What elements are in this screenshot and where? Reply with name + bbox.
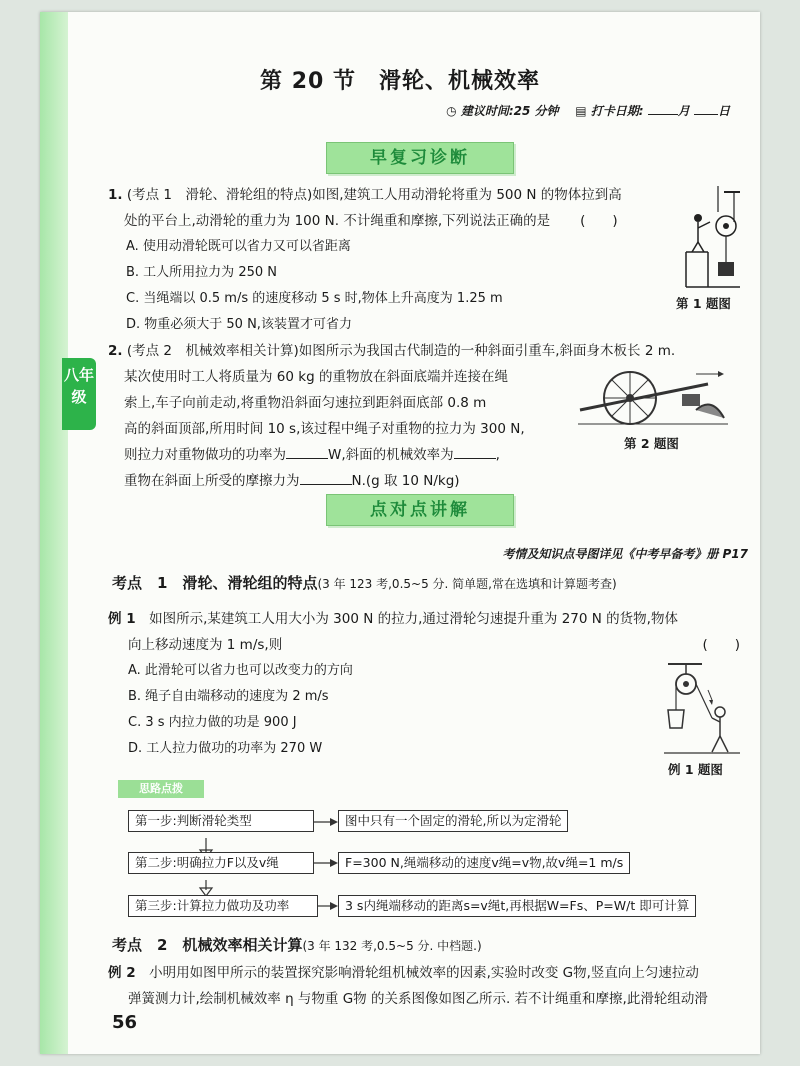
q2-stem-5b: W,斜面的机械效率为	[328, 447, 454, 463]
reference-note: 考情及知识点导图详见《中考早备考》册 P17	[502, 547, 748, 561]
q2-line1	[108, 338, 768, 364]
keypoint-2	[112, 934, 482, 955]
grade-side-tab	[62, 358, 96, 430]
ex1-stem-2: 向上移动速度为 1 m/s,则	[128, 637, 283, 653]
kp2-note: (3 年 132 考,0.5~5 分. 中档题.)	[302, 939, 482, 953]
flow-step3-right: 3 s内绳端移动的距离s=v绳t,再根据W=Fs、P=W/t 即可计算	[338, 895, 696, 917]
q1-answer-paren[interactable]: ( )	[580, 213, 618, 229]
day-blank[interactable]	[694, 114, 718, 115]
q2-stem-1: (考点 2 机械效率相关计算)如图所示为我国古代制造的一种斜面引重车,斜面身木板长 2 m.	[126, 343, 676, 359]
q2-stem-6b: N.(g 取 10 N/kg)	[351, 473, 460, 489]
ex1-figure-fixed-pulley	[662, 660, 742, 756]
ex1-label: 例 1	[108, 611, 136, 627]
calendar-icon: ▤	[575, 104, 587, 118]
ex1-option-c[interactable]: C. 3 s 内拉力做的功是 900 J	[128, 715, 297, 730]
header-meta	[446, 102, 730, 119]
q2-stem-5a: 则拉力对重物做功的功率为	[124, 447, 286, 463]
q2-blank-friction[interactable]	[300, 484, 352, 485]
ex2-stem-1: 小明用如图甲所示的装置探究影响滑轮组机械效率的因素,实验时改变 G物,竖直向上匀速拉动	[149, 965, 699, 981]
q1-figure-caption: 第 1 题图	[676, 296, 731, 311]
kp1-label: 考点 1 滑轮、滑轮组的特点	[112, 574, 318, 592]
time-label: 建议时间:25 分钟	[460, 104, 559, 118]
page-title: 第 20 节 滑轮、机械效率	[260, 69, 540, 94]
ex2-line1	[108, 960, 758, 986]
kp1-note: (3 年 123 考,0.5~5 分. 简单题,常在选填和计算题考查)	[317, 577, 617, 591]
flow-step2-left: 第二步:明确拉力F以及v绳	[128, 852, 314, 874]
checkin-label: 打卡日期:	[590, 104, 644, 118]
question-1	[108, 182, 668, 338]
kp2-label: 考点 2 机械效率相关计算	[112, 936, 303, 954]
q2-figure-caption: 第 2 题图	[624, 436, 679, 451]
keypoint-1	[112, 572, 617, 593]
q2-stem-5c: ,	[495, 447, 500, 463]
ex1-option-b[interactable]: B. 绳子自由端移动的速度为 2 m/s	[128, 689, 329, 704]
ex1-option-a[interactable]: A. 此滑轮可以省力也可以改变力的方向	[128, 663, 353, 678]
q2-stem-6a: 重物在斜面上所受的摩擦力为	[124, 473, 300, 489]
q2-figure-incline-cart	[578, 366, 728, 428]
q1-stem-1: (考点 1 滑轮、滑轮组的特点)如图,建筑工人用动滑轮将重为 500 N 的物体拉到高	[126, 187, 622, 203]
example-1	[108, 606, 758, 762]
q1-number: 1.	[108, 187, 123, 203]
month-blank[interactable]	[648, 114, 678, 115]
q2-stem-2: 某次使用时工人将质量为 60 kg 的重物放在斜面底端并连接在绳	[124, 369, 508, 385]
section-banner-review: 早复习诊断	[326, 142, 514, 174]
ex1-line2	[108, 632, 758, 658]
q2-stem-4: 高的斜面顶部,所用时间 10 s,该过程中绳子对重物的拉力为 300 N,	[124, 421, 525, 437]
q1-option-b[interactable]: B. 工人所用拉力为 250 N	[126, 265, 277, 280]
q2-number: 2.	[108, 343, 123, 359]
flow-step2-right: F=300 N,绳端移动的速度v绳=v物,故v绳=1 m/s	[338, 852, 630, 874]
q2-blank-power[interactable]	[286, 458, 328, 459]
ex1-answer-paren[interactable]: ( )	[702, 637, 740, 653]
example-2	[108, 960, 758, 1012]
grade-tab-line2: 级	[71, 388, 87, 406]
section-banner-explain: 点对点讲解	[326, 494, 514, 526]
day-label: 日	[717, 104, 730, 118]
page-number: 56	[112, 1012, 138, 1033]
q1-option-a[interactable]: A. 使用动滑轮既可以省力又可以省距离	[126, 239, 351, 254]
flow-tag: 思路点拨	[118, 780, 204, 798]
q2-stem-3: 索上,车子向前走动,将重物沿斜面匀速拉到距斜面底部 0.8 m	[124, 395, 487, 411]
q2-line6	[108, 468, 768, 494]
q1-stem-2: 处的平台上,动滑轮的重力为 100 N. 不计绳重和摩擦,下列说法正确的是	[124, 213, 551, 229]
q1-option-c[interactable]: C. 当绳端以 0.5 m/s 的速度移动 5 s 时,物体上升高度为 1.25 m	[126, 291, 503, 306]
flow-step1-right: 图中只有一个固定的滑轮,所以为定滑轮	[338, 810, 568, 832]
flow-step1-left: 第一步:判断滑轮类型	[128, 810, 314, 832]
ex1-figure-caption: 例 1 题图	[668, 762, 723, 777]
q2-blank-efficiency[interactable]	[454, 458, 496, 459]
clock-icon: ◷	[446, 104, 457, 118]
ex1-stem-1: 如图所示,某建筑工人用大小为 300 N 的拉力,通过滑轮匀速提升重为 270 N 的货物,物体	[149, 611, 678, 627]
ex2-label: 例 2	[108, 965, 136, 981]
flow-step3-left: 第三步:计算拉力做功及功率	[128, 895, 318, 917]
grade-tab-line1: 八年	[63, 366, 94, 384]
page-edge-stripe	[40, 12, 68, 1054]
ex1-option-d[interactable]: D. 工人拉力做功的功率为 270 W	[128, 741, 323, 756]
q1-figure-movable-pulley	[678, 182, 748, 290]
ex2-stem-2: 弹簧测力计,绘制机械效率 η 与物重 G物 的关系图像如图乙所示. 若不计绳重和摩擦,此滑轮组动滑	[128, 991, 708, 1007]
q1-line2	[108, 208, 668, 234]
q1-option-d[interactable]: D. 物重必须大于 50 N,该装置才可省力	[126, 317, 352, 332]
month-label: 月	[677, 104, 690, 118]
ex1-line1	[108, 606, 758, 632]
q1-line1	[108, 182, 668, 208]
